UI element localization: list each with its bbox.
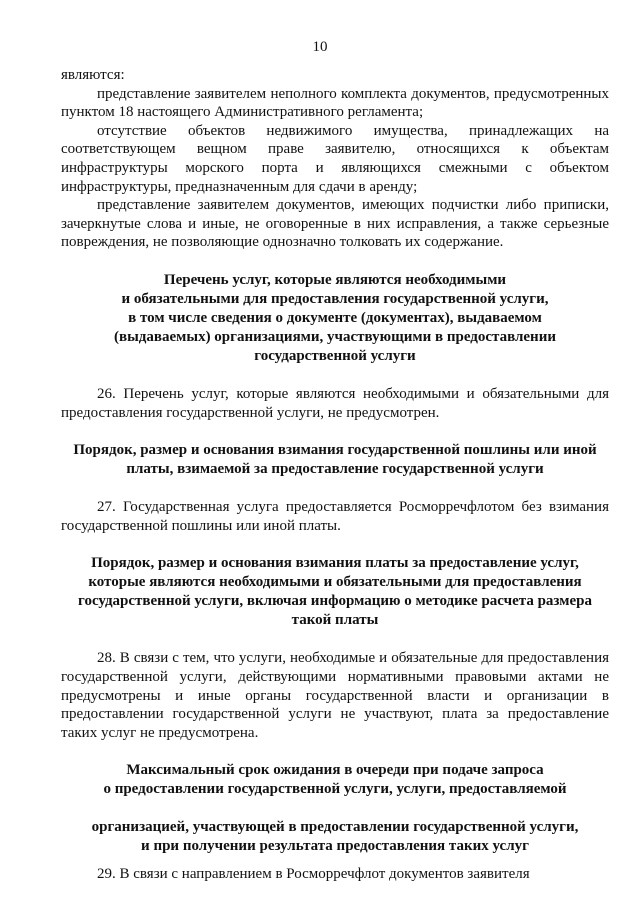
- heading-line: и при получении результата предоставления таких услуг: [141, 838, 529, 855]
- intro-text: являются:: [61, 67, 125, 83]
- page-number: 10: [312, 39, 328, 55]
- heading-line: которые являются необходимыми и обязательными для предоставления: [88, 574, 582, 591]
- document-body: [61, 66, 609, 884]
- heading-line: (выдаваемых) организациями, участвующими в предоставлении: [113, 328, 556, 345]
- heading-line: Максимальный срок ожидания в очереди при подаче запроса: [126, 762, 544, 779]
- heading-line: организацией, участвующей в предоставлении государственной услуги,: [91, 819, 579, 836]
- heading-line: платы, взимаемой за предоставление государственной услуги: [126, 461, 544, 478]
- refusal-ground-incomplete-documents: представление заявителем неполного комплекта документов, предусмотренных пунктом 18 настоящего Административного регламента;: [61, 85, 609, 121]
- section-heading-state-fee: [61, 441, 609, 479]
- heading-line: и обязательными для предоставления государственной услуги,: [121, 290, 549, 307]
- heading-line: государственной услуги: [254, 347, 416, 364]
- heading-line: такой платы: [291, 612, 379, 629]
- refusal-ground-no-property: отсутствие объектов недвижимого имущества, принадлежащих на соответствующем вещном праве заявителю, относящихся к объектам инфраструктуры морского порта и являющихся смежными с объектом инфраструктуры, предназначенным для сдачи в аренду;: [61, 122, 609, 195]
- paragraph-29: 29. В связи с направлением в Росморречфлот документов заявителя: [97, 866, 530, 883]
- paragraph-27: 27. Государственная услуга предоставляется Росморречфлотом без взимания государственной пошлины или иной платы.: [61, 499, 609, 534]
- paragraph-26: 26. Перечень услуг, которые являются необходимыми и обязательными для предоставления государственной услуги, не предусмотрен.: [61, 385, 609, 421]
- heading-line: о предоставлении государственной услуги, услуги, предоставляемой: [103, 781, 567, 798]
- section-heading-required-services: [61, 271, 609, 366]
- heading-line: Перечень услуг, которые являются необходимыми: [163, 271, 507, 288]
- section-heading-queue-time: [61, 761, 609, 856]
- heading-line: Порядок, размер и основания взимания платы за предоставление услуг,: [91, 555, 579, 572]
- section-heading-service-fee: [61, 554, 609, 630]
- heading-line: Порядок, размер и основания взимания государственной пошлины или иной: [73, 442, 597, 459]
- heading-line: в том числе сведения о документе (документах), выдаваемом: [128, 309, 542, 326]
- paragraph-28: 28. В связи с тем, что услуги, необходимые и обязательные для предоставления государственной услуги, действующими нормативными правовыми актами не предусмотрены и иные органы государственной власти и организации в предоставлении государственной услуги не участвуют, плата за предоставление таких услуг не предусмотрена.: [61, 650, 609, 741]
- refusal-ground-damaged-documents: представление заявителем документов, имеющих подчистки либо приписки, зачеркнутые слова и иные, не оговоренные в них исправления, а также серьезные повреждения, не позволяющие однозначно толковать их содержание.: [61, 197, 609, 251]
- heading-line: государственной услуги, включая информацию о методике расчета размера: [78, 593, 592, 610]
